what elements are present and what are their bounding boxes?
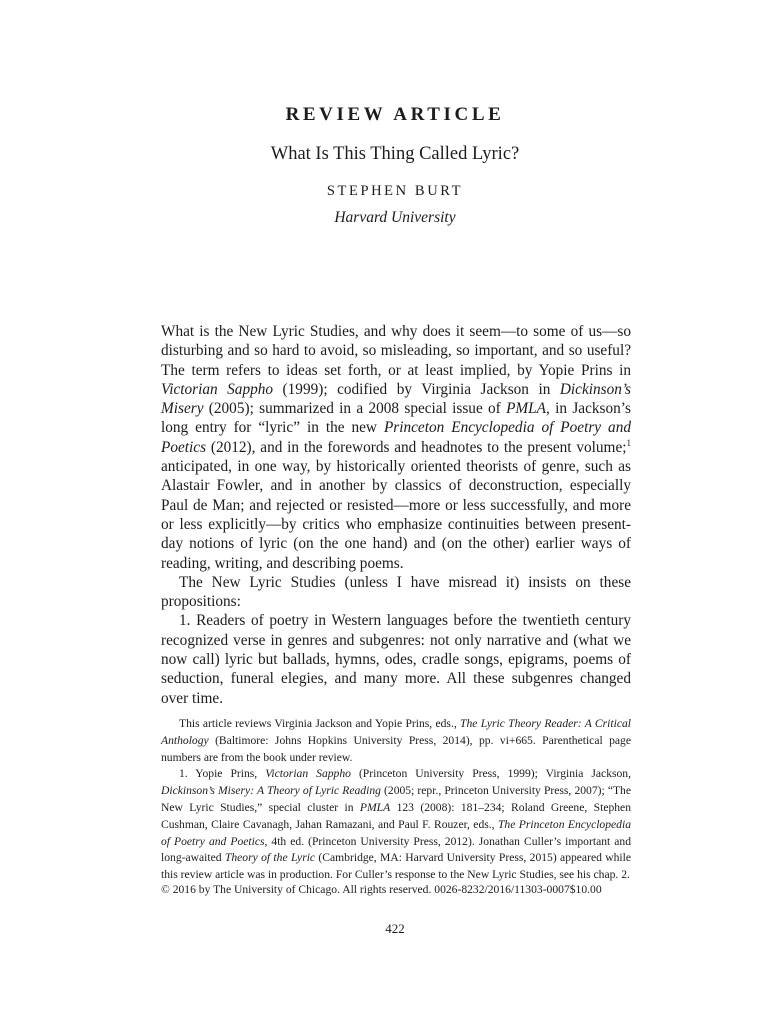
text-run: (2012), and in the forewords and headnotes to the present volume; bbox=[206, 438, 627, 456]
article-title: What Is This Thing Called Lyric? bbox=[270, 144, 520, 164]
italic-title: The Lyric Theory Reader: A Critical Anthology bbox=[161, 717, 631, 747]
author-affiliation: Harvard University bbox=[334, 209, 456, 226]
italic-title: PMLA bbox=[506, 400, 547, 418]
text-run: anticipated, in one way, by historically oriented theorists of genre, such as Alastair Fowler, and in another by classics of deconstruction, especially Paul de Man; and rejected or resisted—more or less successfully, and more or less explicitly—by critics who emphasize continuities between present-day notions of lyric (on the one hand) and (on the other) earlier ways of reading, writing, and describing poems. bbox=[161, 458, 631, 572]
article-body bbox=[161, 322, 631, 708]
text-run: 1. Yopie Prins, bbox=[179, 767, 266, 781]
body-paragraph: 1. Readers of poetry in Western languages before the twentieth century recognized verse in genres and subgenres: not only narrative and (what we now call) lyric but ballads, hymns, odes, cradle songs, epigrams, poems of seduction, funeral elegies, and many more. All these subgenres changed over time. bbox=[161, 612, 631, 707]
footnote-marker: 1 bbox=[626, 437, 631, 448]
text-run: (Princeton University Press, 1999); Virginia Jackson, bbox=[350, 767, 631, 781]
footnotes bbox=[161, 716, 631, 884]
text-run: (2005; repr., Princeton University Press, 2007); “The New Lyric Studies,” special cluster in bbox=[161, 784, 632, 814]
italic-title: PMLA bbox=[359, 800, 391, 814]
italic-title: Dickinson’s Misery bbox=[161, 380, 631, 418]
italic-title: The Princeton Encyclopedia of Poetry and Poetics bbox=[161, 817, 631, 848]
text-run: (1999); codified by Virginia Jackson in bbox=[273, 380, 560, 398]
text-run: , 4th ed. (Princeton University Press, 2012). Jonathan Culler’s important and long-awaited bbox=[161, 834, 631, 865]
copyright-line: © 2016 by The University of Chicago. All rights reserved. 0026-8232/2016/11303-0007$10.00 bbox=[161, 883, 602, 896]
italic-title: Victorian Sappho bbox=[161, 380, 274, 398]
text-run: 123 (2008): 181–234; Roland Greene, Stephen Cushman, Claire Cavanagh, Jahan Ramazani, and Paul F. Rouzer, eds., bbox=[161, 800, 631, 831]
text-run: (Baltimore: Johns Hopkins University Press, 2014), pp. vi+665. Parenthetical page numbers are from the book under review. bbox=[161, 733, 631, 764]
text-run: This article reviews Virginia Jackson and Yopie Prins, eds., bbox=[179, 717, 461, 730]
author-name: STEPHEN BURT bbox=[326, 183, 464, 199]
footnote-1 bbox=[161, 766, 631, 884]
unnumbered-note bbox=[161, 716, 631, 766]
article-type-heading: REVIEW ARTICLE bbox=[285, 104, 505, 125]
page-number: 422 bbox=[385, 921, 405, 936]
text-run: What is the New Lyric Studies, and why does it seem—to some of us—so disturbing and so hard to avoid, so misleading, so important, and so useful? The term refers to ideas set forth, or at least implied, by Yopie Prins in bbox=[161, 323, 631, 379]
italic-title: Princeton Encyclopedia of Poetry and Poetics bbox=[161, 419, 631, 456]
italic-title: Victorian Sappho bbox=[265, 767, 351, 781]
italic-title: Dickinson’s Misery: A Theory of Lyric Reading bbox=[161, 784, 381, 798]
italic-title: Theory of the Lyric bbox=[224, 851, 316, 865]
text-run: (2005); summarized in a 2008 special issue of bbox=[203, 400, 507, 418]
text-run: (Cambridge, MA: Harvard University Press, 2015) appeared while this review article was in production. For Culler’s response to the New Lyric Studies, see his chap. 2. bbox=[161, 851, 631, 882]
body-paragraph bbox=[161, 322, 631, 573]
body-paragraph: The New Lyric Studies (unless I have misread it) insists on these propositions: bbox=[161, 573, 631, 611]
text-run: , in Jackson’s long entry for “lyric” in the new bbox=[161, 400, 631, 437]
